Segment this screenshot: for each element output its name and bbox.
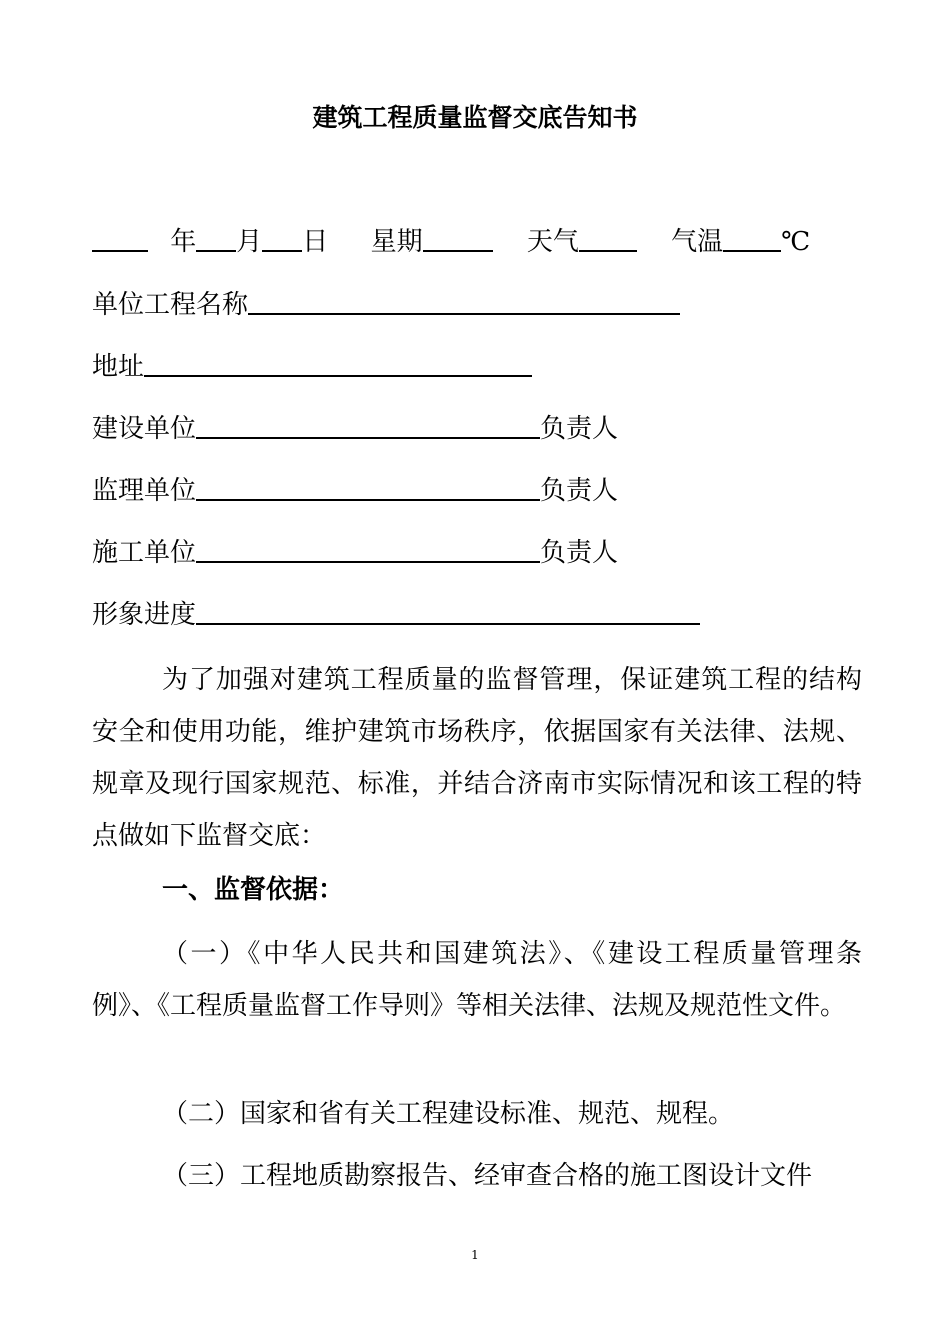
builder-unit-blank[interactable] — [196, 533, 540, 563]
year-label: 年 — [170, 227, 197, 257]
construction-unit-label: 建设单位 — [92, 414, 197, 444]
temperature-unit: ℃ — [781, 227, 811, 257]
temperature-blank[interactable] — [723, 222, 781, 252]
supervision-unit-row — [92, 471, 618, 511]
temperature-label: 气温 — [671, 227, 724, 257]
address-label: 地址 — [92, 352, 145, 382]
basis-item-1: （一）《中华人民共和国建筑法》、《建设工程质量管理条例》、《工程质量监督工作导则》等相关法律、法规及规范性文件。 — [92, 939, 862, 1021]
construction-unit-blank[interactable] — [196, 409, 540, 439]
document-title: 建筑工程质量监督交底告知书 — [312, 103, 638, 132]
supervision-unit-label: 监理单位 — [92, 476, 197, 506]
address-blank[interactable] — [144, 347, 532, 377]
builder-unit-row — [92, 533, 618, 573]
project-name-blank[interactable] — [248, 285, 680, 315]
project-name-row — [92, 285, 680, 325]
address-row — [92, 347, 532, 387]
weekday-blank[interactable] — [423, 222, 493, 252]
day-label: 日 — [302, 227, 329, 257]
month-label: 月 — [236, 227, 263, 257]
supervision-unit-person-label: 负责人 — [540, 476, 619, 506]
day-blank[interactable] — [262, 222, 302, 252]
section-heading: 一、监督依据： — [162, 875, 345, 905]
builder-unit-person-label: 负责人 — [540, 538, 619, 568]
supervision-unit-blank[interactable] — [196, 471, 540, 501]
page-number: 1 — [471, 1248, 479, 1262]
weekday-label: 星期 — [370, 227, 423, 257]
construction-unit-person-label: 负责人 — [540, 414, 619, 444]
weather-blank[interactable] — [579, 222, 637, 252]
basis-item-3: （三）工程地质勘察报告、经审查合格的施工图设计文件 — [162, 1161, 813, 1191]
month-blank[interactable] — [196, 222, 236, 252]
builder-unit-label: 施工单位 — [92, 538, 197, 568]
weather-label: 天气 — [526, 227, 579, 257]
project-name-label: 单位工程名称 — [92, 290, 249, 320]
year-blank[interactable] — [92, 222, 148, 252]
progress-row — [92, 595, 700, 635]
progress-blank[interactable] — [196, 595, 700, 625]
intro-paragraph: 为了加强对建筑工程质量的监督管理，保证建筑工程的结构安全和使用功能，维护建筑市场秩序，依据国家有关法律、法规、规章及现行国家规范、标准，并结合济南市实际情况和该工程的特点做如下监督交底： — [92, 665, 862, 851]
date-line — [92, 222, 810, 262]
construction-unit-row — [92, 409, 618, 449]
progress-label: 形象进度 — [92, 600, 197, 630]
basis-item-2: （二）国家和省有关工程建设标准、规范、规程。 — [162, 1099, 735, 1129]
